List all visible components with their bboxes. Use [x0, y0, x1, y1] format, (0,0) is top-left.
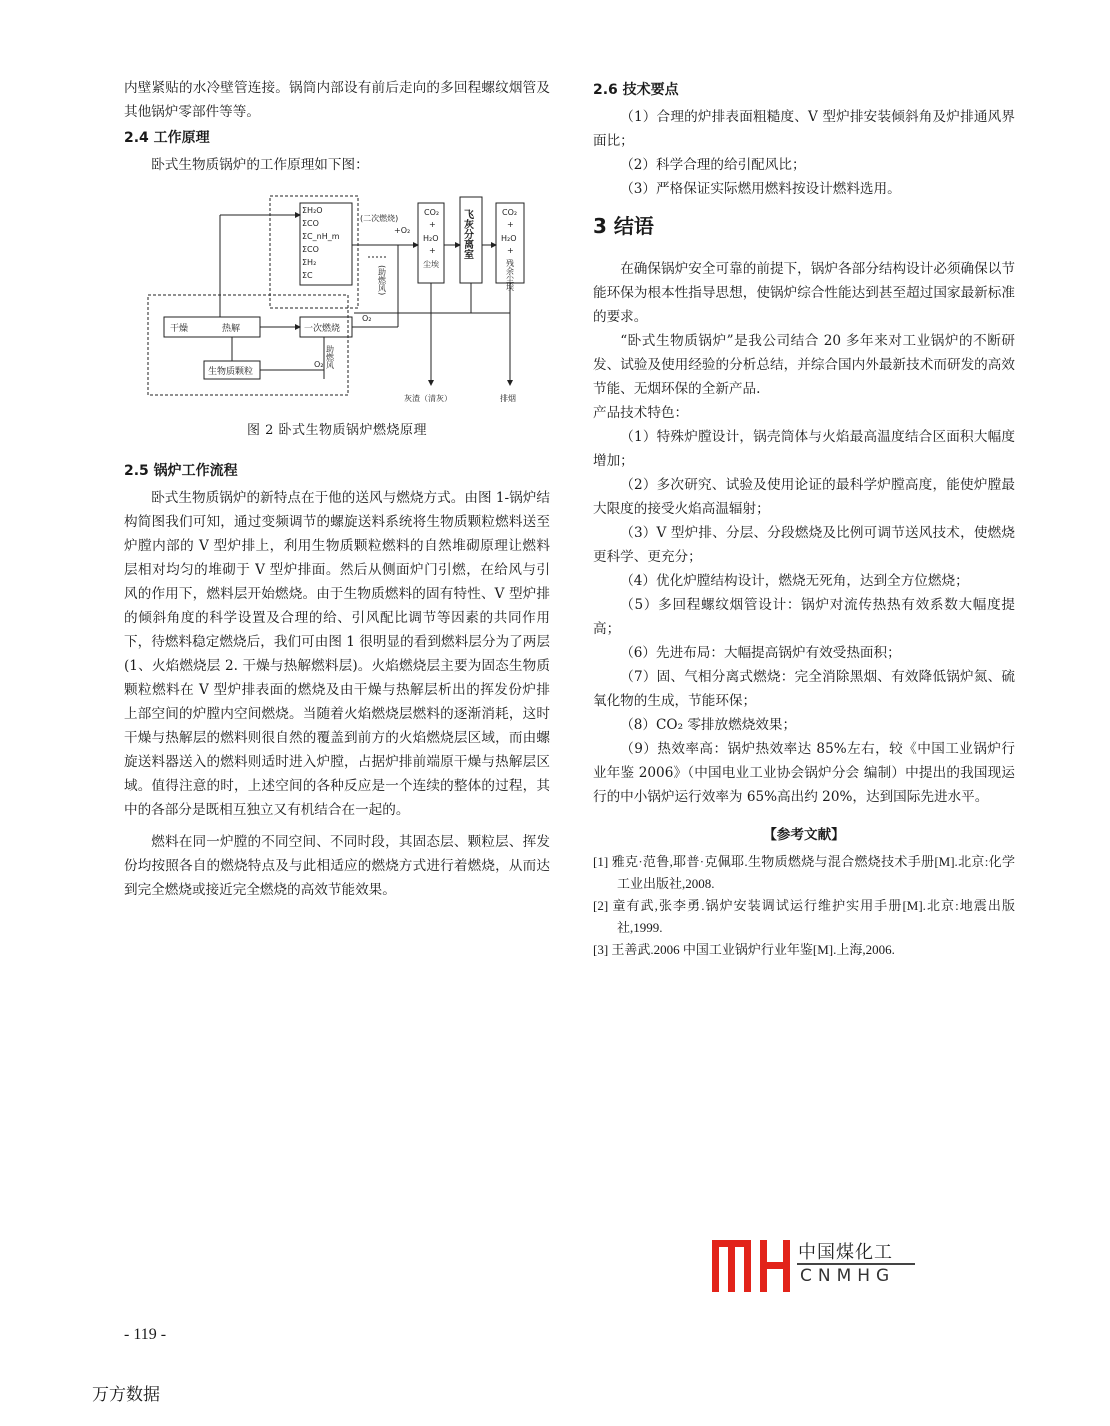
paragraph: 燃料在同一炉膛的不同空间、不同时段，其固态层、颗粒层、挥发份均按照各自的燃烧特点及与此相适应的燃烧方式进行着燃烧，从而达到完全燃烧或接近完全燃烧的高效节能效果。 [124, 834, 550, 898]
feature-item: （8）CO₂ 零排放燃烧效果； [620, 717, 797, 733]
feature-item: （6）先进布局：大幅提高锅炉有效受热面积； [620, 645, 901, 661]
combustion-diagram [124, 185, 550, 407]
label-aux-air-a: (助燃风) [377, 265, 387, 296]
label-sum-co: ΣCO [302, 219, 319, 228]
paragraph: “卧式生物质锅炉”是我公司结合 20 多年来对工业锅炉的不断研发、试验及使用经验的分析总结，并综合国内外最新技术而研发的高效节能、无烟环保的全新产品. [593, 333, 1015, 397]
feature-item: （2）多次研究、试验及使用论证的最科学炉膛高度，能使炉膛最大限度的接受火焰高温辐射； [593, 477, 1015, 517]
lower-dashed-box [148, 295, 348, 395]
label-co2-b: CO₂ [502, 208, 518, 217]
paragraph: 在确保锅炉安全可靠的前提下，锅炉各部分结构设计必须确保以节能环保为根本性指导思想，使锅炉综合性能达到甚至超过国家最新标准的要求。 [593, 261, 1015, 325]
label-sum-co-b: ΣCO [302, 245, 319, 254]
label-pellets: 生物质颗粒 [208, 367, 254, 377]
paragraph: 产品技术特色： [593, 405, 689, 421]
label-plus-d: + [507, 246, 514, 255]
label-o2-b: O₂ [362, 314, 372, 323]
source-footer: 万方数据 [92, 1385, 160, 1405]
logo-text-cn: 中国煤化工 [798, 1242, 893, 1263]
label-primary: 一次燃烧 [304, 324, 341, 334]
paragraph: 卧式生物质锅炉的新特点在于他的送风与燃烧方式。由图 1-锅炉结构简图我们可知，通过变频调节的螺旋送料系统将生物质颗粒燃料送至炉膛内部的 V 型炉排上，利用生物质颗粒燃料的自然堆砌原理让燃料层相对均匀的堆砌于 V 型炉排面。然后从侧面炉门引燃，在给风与引风的作用下，燃料层开始燃烧。由于生物质燃料的固有特性、V 型炉排的倾斜角度的科学设置及合理的给、引风配比调节等因素的共同作用下，待燃料稳定燃烧后，我们可由图 1 很明显的看到燃料层分为了两层(1、火焰燃烧层 2. 干燥与热解燃料层)。火焰燃烧层主要为固态生物质颗粒燃料在 V 型炉排表面的燃烧及由干燥与热解层析出的挥发份炉排上部空间的炉膛内空间燃烧。当随着火焰燃烧层燃料的逐渐消耗，这时干燥与热解层的燃料则很自然的覆盖到前方的火焰燃烧层区域，而由螺旋送料器送入的燃料则适时进入炉膛，占据炉排前端原干燥与热解层区域。值得注意的时，上述空间的各种反应是一个连续的整体的过程，其中的各部分是既相互独立又有机结合在一起的。 [124, 490, 550, 818]
section-heading-2-6: 2.6 技术要点 [593, 82, 679, 98]
label-ash: 灰渣（清灰） [404, 394, 452, 403]
label-secondary: (二次燃烧) [360, 214, 399, 223]
section-heading-2-5: 2.5 锅炉工作流程 [124, 463, 238, 479]
label-o2-a: +O₂ [394, 226, 411, 235]
label-plus-c: + [507, 220, 514, 229]
label-dry: 干燥 [170, 324, 189, 334]
left-column [124, 76, 550, 902]
section-heading-2-4: 2.4 工作原理 [124, 130, 210, 146]
page-number: - 119 - [124, 1326, 167, 1343]
diagram-svg [124, 185, 550, 407]
tech-point: （1）合理的炉排表面粗糙度、V 型炉排安装倾斜角及炉排通风界面比； [593, 109, 1015, 149]
label-pyro: 热解 [222, 324, 241, 334]
label-plus-a: + [429, 220, 436, 229]
reference-item: [1] 雅克·范鲁,耶普·克佩耶.生物质燃烧与混合燃烧技术手册[M].北京:化学工业出版社,2008. [593, 854, 1015, 891]
label-sum-cnhm: ΣC_nH_m [302, 232, 340, 241]
feature-item: （5）多回程螺纹烟管设计：锅炉对流传热热有效系数大幅度提高； [593, 597, 1015, 637]
feature-item: （9）热效率高：锅炉热效率达 85%左右，较《中国工业锅炉行业年鉴 2006》（中国电业工业协会锅炉分会 编制）中提出的我国现运行的中小锅炉运行效率为 65%高出约 20%，达到国际先进水平。 [593, 741, 1015, 805]
reference-item: [3] 王善武.2006 中国工业锅炉行业年鉴[M].上海,2006. [593, 942, 895, 957]
label-exhaust: 排烟 [500, 394, 516, 403]
label-residual-dust: 残余尘埃 [505, 259, 515, 291]
figure-caption: 图 2 卧式生物质锅炉燃烧原理 [246, 423, 428, 438]
right-column [593, 76, 1015, 961]
paragraph: 内壁紧贴的水冷壁管连接。锅筒内部设有前后走向的多回程螺纹烟管及其他锅炉零部件等等。 [124, 80, 550, 120]
feature-item: （7）固、气相分离式燃烧：完全消除黑烟、有效降低锅炉氮、硫氧化物的生成，节能环保； [593, 669, 1015, 709]
label-dust-a: 尘埃 [423, 260, 439, 269]
label-h2o-b: H₂O [501, 234, 517, 243]
feature-item: （1）特殊炉膛设计，锅壳筒体与火焰最高温度结合区面积大幅度增加； [593, 429, 1015, 469]
logo-mark-icon [710, 1236, 794, 1294]
label-sum-c: ΣC [302, 271, 313, 280]
feature-item: （4）优化炉膛结构设计，燃烧无死角，达到全方位燃烧； [620, 573, 969, 589]
label-o2-c: O₂ [314, 360, 324, 369]
label-co2-a: CO₂ [424, 208, 440, 217]
label-sum-h2: ΣH₂ [302, 258, 317, 267]
label-fly-ash: 飞灰分离室 [461, 209, 473, 259]
label-h2o-a: H₂O [423, 234, 439, 243]
logo-text-en: CNMHG [800, 1266, 896, 1286]
label-plus-b: + [429, 246, 436, 255]
reference-item: [2] 童有武,张李勇.锅炉安装调试运行维护实用手册[M].北京:地震出版社,1999. [593, 898, 1015, 935]
paragraph: 卧式生物质锅炉的工作原理如下图： [151, 157, 369, 173]
references-heading: 【参考文献】 [763, 827, 845, 843]
tech-point: （3）严格保证实际燃用燃料按设计燃料选用。 [620, 181, 901, 197]
tech-point: （2）科学合理的给引配风比； [620, 157, 806, 173]
label-aux-air-b: 助燃风 [325, 345, 335, 369]
logo-divider [797, 1263, 915, 1265]
cnmhg-logo [710, 1236, 930, 1296]
feature-item: （3）V 型炉排、分层、分段燃烧及比例可调节送风技术，使燃烧更科学、更充分； [593, 525, 1015, 565]
label-sum-h2o: ΣH₂O [302, 206, 323, 215]
section-heading-3: 3 结语 [593, 214, 654, 238]
